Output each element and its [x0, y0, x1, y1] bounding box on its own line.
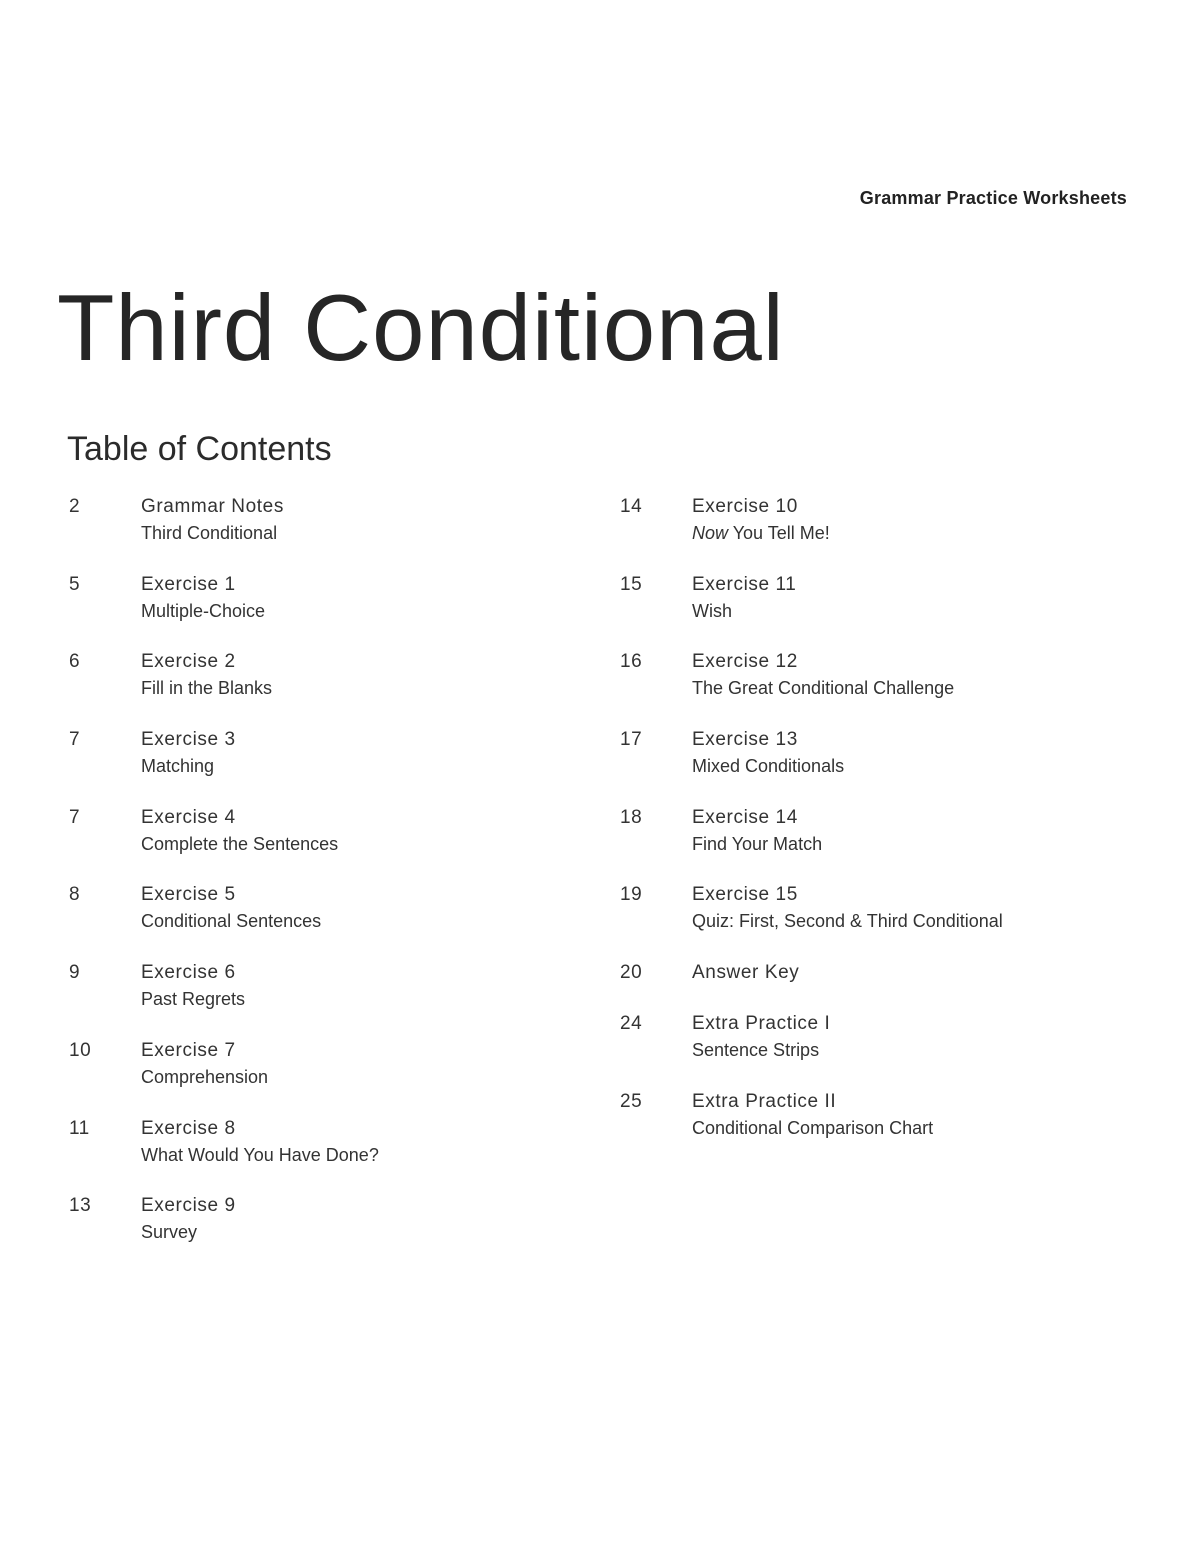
toc-entry-title: Extra Practice I [692, 1013, 831, 1035]
toc-entry-title: Exercise 6 [141, 962, 236, 984]
toc-entry[interactable] [69, 959, 549, 1037]
toc-entry-subtitle-emphasis: Now [692, 523, 729, 543]
toc-page-number: 7 [69, 806, 81, 828]
toc-entry-title: Exercise 11 [692, 573, 797, 595]
toc-entry-title: Answer Key [692, 962, 800, 984]
toc-entry[interactable] [620, 1088, 1140, 1166]
toc-entry-title: Exercise 7 [141, 1039, 236, 1061]
toc-page-number: 24 [620, 1013, 643, 1035]
document-title: Third Conditional [57, 275, 785, 380]
toc-page-number: 17 [620, 729, 643, 751]
toc-entry-subtitle: Conditional Comparison Chart [692, 1117, 934, 1138]
toc-entry-subtitle: Third Conditional [141, 523, 278, 543]
toc-entry-title: Exercise 12 [692, 651, 798, 673]
toc-page-number: 8 [69, 884, 81, 906]
toc-entry[interactable] [69, 1037, 549, 1115]
toc-left-column [69, 493, 549, 1270]
toc-entry[interactable] [620, 571, 1140, 649]
toc-entry-subtitle: Complete the Sentences [141, 833, 339, 854]
toc-entry[interactable] [69, 1192, 549, 1270]
toc-entry-subtitle: Find Your Match [692, 833, 823, 854]
toc-entry-subtitle: Matching [141, 756, 215, 777]
toc-entry-subtitle-rest: You Tell Me! [728, 523, 830, 543]
toc-entry-subtitle: The Great Conditional Challenge [692, 678, 955, 699]
toc-page-number: 16 [620, 651, 643, 673]
toc-entry-subtitle: What Would You Have Done? [141, 1144, 379, 1165]
toc-page-number: 14 [620, 496, 643, 517]
toc-entry-subtitle: Wish [692, 600, 732, 621]
toc-entry-subtitle [692, 520, 830, 547]
toc-entry-title: Exercise 1 [141, 573, 236, 595]
toc-page-number: 15 [620, 573, 643, 595]
toc-entry-title: Exercise 3 [141, 729, 236, 751]
toc-entry-subtitle: Sentence Strips [692, 1040, 820, 1061]
toc-entry-title: Exercise 9 [141, 1195, 236, 1217]
toc-entry-subtitle: Comprehension [141, 1066, 269, 1087]
toc-entry-title: Exercise 14 [692, 806, 798, 828]
toc-page-number: 25 [620, 1090, 643, 1112]
toc-page-number: 10 [69, 1039, 92, 1061]
series-label: Grammar Practice Worksheets [859, 188, 1127, 208]
toc-page-number: 7 [69, 729, 81, 751]
toc-entry-subtitle: Conditional Sentences [141, 911, 322, 932]
toc-entry[interactable] [69, 726, 549, 804]
toc-page-number: 13 [69, 1195, 92, 1217]
toc-page-number: 18 [620, 806, 643, 828]
toc-page-number: 20 [620, 962, 643, 984]
toc-page-number: 5 [69, 573, 81, 595]
toc-entry-subtitle: Quiz: First, Second & Third Conditional [692, 911, 1003, 932]
toc-entry-subtitle: Multiple-Choice [141, 600, 266, 621]
toc-entry-subtitle: Survey [141, 1222, 198, 1243]
toc-entry-title: Extra Practice II [692, 1090, 837, 1112]
toc-entry-title: Exercise 4 [141, 806, 236, 828]
toc-right-column [620, 493, 1140, 1166]
toc-entry-subtitle: Fill in the Blanks [141, 678, 273, 699]
toc-entry[interactable] [69, 804, 549, 882]
toc-entry-subtitle: Past Regrets [141, 989, 246, 1010]
toc-entry[interactable] [69, 571, 549, 649]
toc-entry[interactable] [69, 493, 549, 571]
toc-entry[interactable] [69, 881, 549, 959]
toc-entry[interactable] [620, 493, 1140, 571]
toc-entry-title: Exercise 5 [141, 884, 236, 906]
toc-entry[interactable] [620, 726, 1140, 804]
toc-entry-title: Exercise 13 [692, 729, 798, 751]
toc-page-number: 2 [69, 496, 81, 517]
toc-entry-title: Exercise 8 [141, 1117, 236, 1139]
toc-page-number: 19 [620, 884, 643, 906]
toc-heading: Table of Contents [67, 430, 332, 468]
toc-entry[interactable] [620, 804, 1140, 882]
toc-entry[interactable] [69, 648, 549, 726]
toc-entry[interactable] [620, 1010, 1140, 1088]
toc-entry[interactable] [620, 648, 1140, 726]
toc-entry[interactable] [69, 1115, 549, 1193]
toc-entry-title: Exercise 2 [141, 651, 236, 673]
toc-page-number: 11 [69, 1117, 90, 1139]
toc-page-number: 9 [69, 962, 81, 984]
toc-entry-title: Grammar Notes [141, 496, 284, 517]
toc-entry-subtitle: Mixed Conditionals [692, 756, 845, 777]
toc-entry[interactable] [620, 959, 1140, 1010]
toc-entry[interactable] [620, 881, 1140, 959]
toc-entry-title: Exercise 10 [692, 496, 798, 517]
toc-page-number: 6 [69, 651, 81, 673]
toc-entry-title: Exercise 15 [692, 884, 798, 906]
